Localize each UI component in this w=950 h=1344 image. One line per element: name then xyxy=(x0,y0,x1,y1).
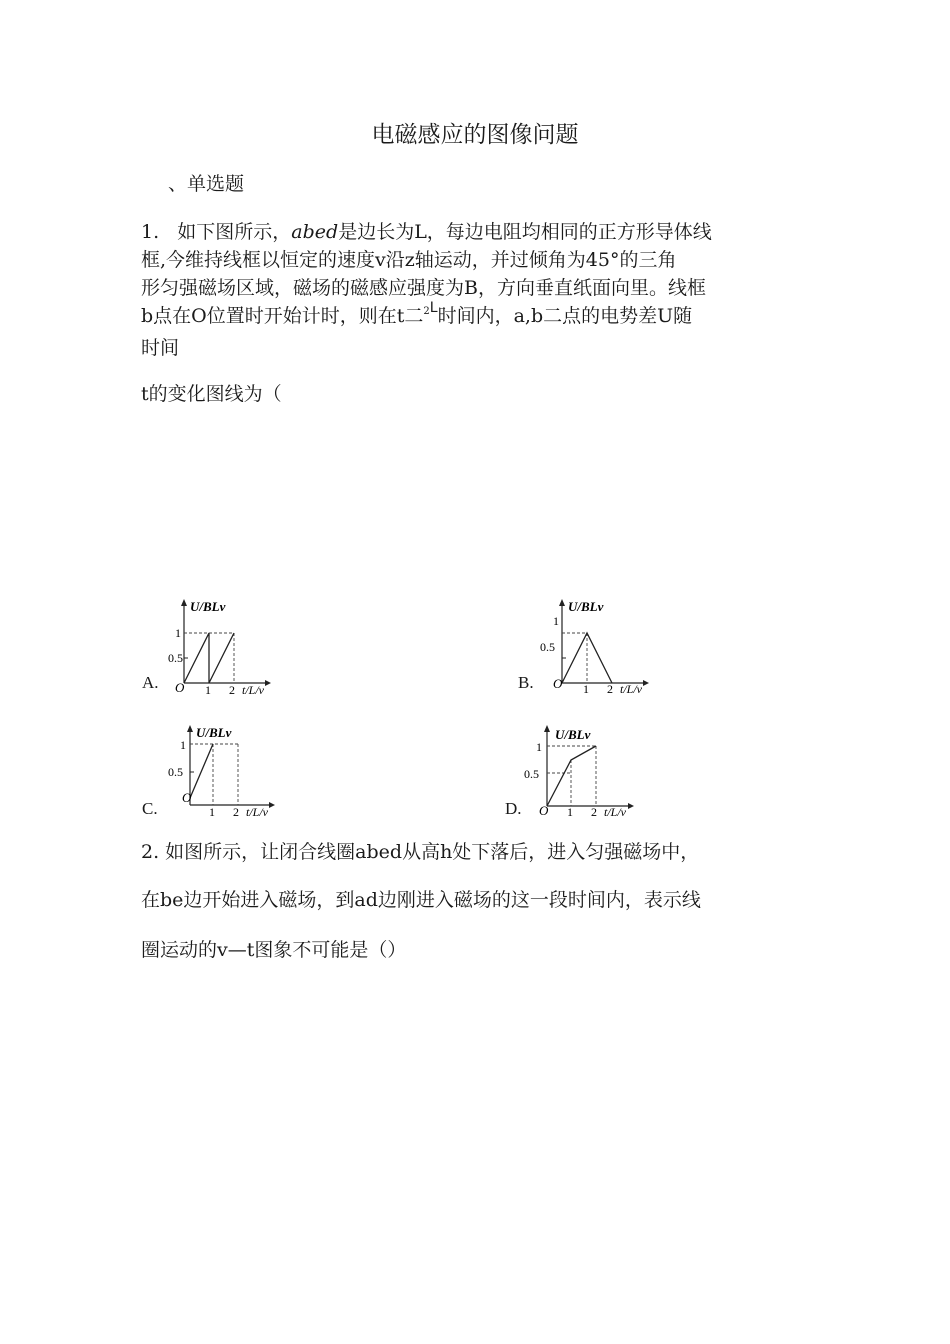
option-c-ylabel: U/BLv xyxy=(196,725,232,740)
option-b-graph xyxy=(516,596,676,696)
option-c-ytick-1: 1 xyxy=(180,738,186,752)
option-d-xlabel: t/L/v xyxy=(604,805,627,819)
option-a-ytick-05: 0.5 xyxy=(168,651,183,665)
option-c-ytick-05: 0.5 xyxy=(168,765,183,779)
question-1-text xyxy=(141,218,821,362)
option-a-xtick-2: 2 xyxy=(229,683,235,696)
option-d[interactable] xyxy=(503,722,663,822)
option-c-xlabel: t/L/v xyxy=(246,805,269,819)
option-d-origin: O xyxy=(539,803,549,818)
option-b-xtick-1: 1 xyxy=(583,682,589,696)
q1-number: 1. xyxy=(141,221,160,243)
q1-line-4 xyxy=(141,302,821,334)
q2-line-3: 圈运动的v—t图象不可能是（） xyxy=(141,939,407,961)
option-b-ylabel: U/BLv xyxy=(568,599,604,614)
option-d-ytick-1: 1 xyxy=(536,740,542,754)
option-b-ytick-1: 1 xyxy=(553,614,559,628)
option-a-label: A. xyxy=(142,673,159,692)
q1-fraction-denominator: 2 xyxy=(423,306,430,317)
option-a-graph xyxy=(140,596,300,696)
option-b[interactable] xyxy=(516,596,676,696)
option-d-graph xyxy=(503,722,663,822)
option-d-xtick-1: 1 xyxy=(567,805,573,819)
option-a-origin: O xyxy=(175,680,185,695)
q1-fraction-numerator: L xyxy=(429,300,438,316)
option-d-xtick-2: 2 xyxy=(591,805,597,819)
q1-line-6: t的变化图线为（ xyxy=(141,383,282,405)
option-d-label: D. xyxy=(505,799,522,818)
option-a[interactable] xyxy=(140,596,300,696)
q1-text: 是边长为L，每边电阻均相同的正方形导体线 xyxy=(338,221,712,243)
q1-text: 如下图所示， xyxy=(177,221,292,243)
option-a-xlabel: t/L/v xyxy=(242,683,265,696)
option-c-origin: O xyxy=(182,790,192,805)
q1-text: b点在O位置时开始计时，则在t二 xyxy=(141,305,424,327)
option-b-origin: O xyxy=(553,676,563,691)
q1-line-2: 框,今维持线框以恒定的速度v沿z轴运动，并过倾角为45°的三角 xyxy=(141,249,677,271)
option-a-ylabel: U/BLv xyxy=(190,599,226,614)
option-b-xtick-2: 2 xyxy=(607,682,613,696)
q1-line-3: 形匀强磁场区域，磁场的磁感应强度为B，方向垂直纸面向里。线框 xyxy=(141,277,706,299)
section-heading: 、单选题 xyxy=(168,173,245,195)
q2-line-2: 在be边开始进入磁场，到ad边刚进入磁场的这一段时间内，表示线 xyxy=(141,889,701,911)
option-c-graph xyxy=(140,722,300,822)
option-b-xlabel: t/L/v xyxy=(620,682,643,696)
option-b-label: B. xyxy=(518,673,534,692)
q1-line-5: 时间 xyxy=(141,337,180,359)
q1-variable: abed xyxy=(291,221,339,243)
option-b-ytick-05: 0.5 xyxy=(540,640,555,654)
q1-text: 时间内，a,b二点的电势差U随 xyxy=(437,305,693,327)
q2-line-1: 2. 如图所示，让闭合线圈abed从高h处下落后，进入匀强磁场中， xyxy=(141,841,700,863)
option-c-xtick-1: 1 xyxy=(209,805,215,819)
option-a-ytick-1: 1 xyxy=(175,626,181,640)
page-title: 电磁感应的图像问题 xyxy=(371,122,579,148)
q1-line-1 xyxy=(141,218,821,246)
option-a-xtick-1: 1 xyxy=(205,683,211,696)
option-d-ylabel: U/BLv xyxy=(555,727,591,742)
option-d-ytick-05: 0.5 xyxy=(524,767,539,781)
option-c-label: C. xyxy=(142,799,158,818)
option-c-xtick-2: 2 xyxy=(233,805,239,819)
option-c[interactable] xyxy=(140,722,300,822)
